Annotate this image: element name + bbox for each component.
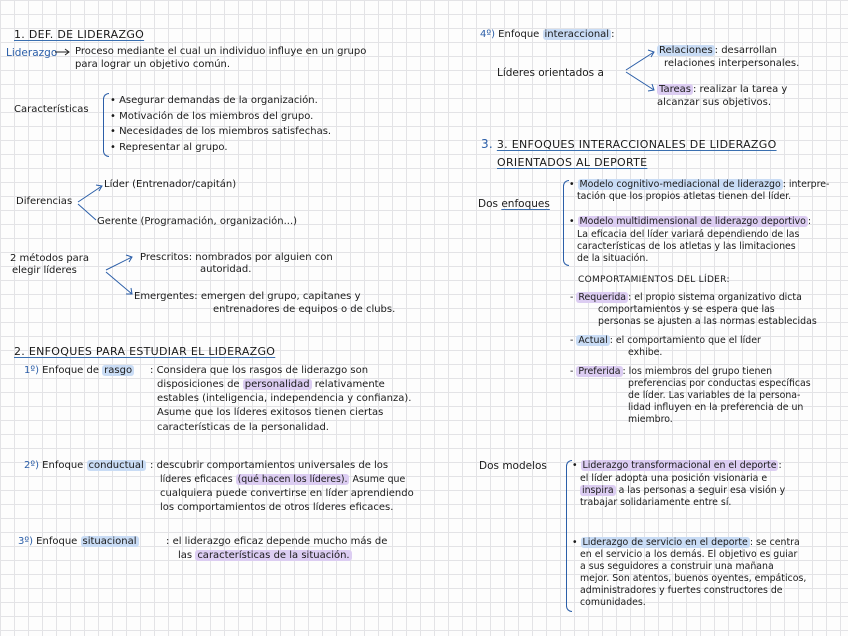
prescritos-line-1: Prescritos: nombrados por alguien con	[140, 252, 333, 263]
dos-enfoques-label	[478, 198, 550, 210]
conductual-highlight: (qué hacen los líderes).	[237, 474, 348, 485]
transformacional-line-1: • Liderazgo transformacional en el deporte :	[572, 460, 782, 471]
situacional-text: las	[178, 550, 193, 561]
transformacional-line-3	[580, 485, 785, 497]
dos-modelos-label: Dos modelos	[479, 460, 547, 472]
rasgo-line-1: : Considera que los rasgos de liderazgo son	[150, 365, 369, 376]
brace-caracteristicas	[103, 93, 109, 157]
conductual-text: Asume que	[352, 474, 406, 485]
rasgo-line-4: Asume que los líderes exitosos tienen ciertas	[157, 407, 384, 418]
modelo-1-key: Modelo cognitivo-mediacional de liderazgo	[579, 179, 781, 190]
enfoque-key: rasgo	[104, 365, 133, 376]
preferida-line-4: lidad influyen en la preferencia de un	[628, 402, 804, 413]
preferida-line-5: miembro.	[628, 414, 673, 425]
diferencia-lider: Líder (Entrenador/capitán)	[104, 179, 237, 190]
enfoque-key: situacional	[82, 536, 137, 547]
definition-line-1: Proceso mediante el cual un individuo influye en un grupo	[75, 46, 367, 57]
list-item: • Asegurar demandas de la organización.	[110, 93, 331, 109]
transformacional-line-2: el líder adopta una posición visionaria e	[580, 473, 768, 484]
diferencia-gerente: Gerente (Programación, organización...)	[97, 216, 298, 227]
diferencias-label: Diferencias	[16, 196, 73, 207]
comportamientos-title: COMPORTAMIENTOS DEL LÍDER:	[578, 275, 730, 285]
rasgo-text: relativamente	[314, 379, 385, 390]
split-arrows-icon	[624, 44, 660, 100]
conductual-text: líderes eficaces	[160, 474, 233, 485]
definition-line-2: para lograr un objetivo común.	[75, 59, 231, 70]
modelo-2-line-3: características de los atletas y las limitaciones	[577, 241, 796, 252]
list-item: • Motivación de los miembros del grupo.	[110, 109, 331, 125]
relaciones-key: Relaciones	[659, 45, 713, 56]
list-item: • Representar al grupo.	[110, 140, 331, 156]
emergentes-line-1: Emergentes: emergen del grupo, capitanes y	[134, 291, 361, 302]
list-item: • Necesidades de los miembros satisfechas.	[110, 124, 331, 140]
tareas-line-2: alcanzar sus objetivos.	[657, 97, 771, 108]
conductual-line-2	[160, 474, 405, 486]
tareas-text: : realizar la tarea y	[692, 84, 788, 95]
servicio-line-4: mejor. Son atentos, buenos oyentes, empáticos,	[580, 573, 807, 584]
requerida-line-3: personas se ajusten a las normas establecidas	[598, 316, 817, 327]
enfoque-key: interaccional	[544, 29, 610, 40]
servicio-line-3: a sus seguidores a construir una mañana	[580, 561, 774, 572]
modelo-2-line-1: • Modelo multidimensional de liderazgo deportivo :	[569, 216, 812, 227]
conductual-line-4: los comportamientos de otros líderes eficaces.	[160, 502, 394, 513]
caracteristicas-list	[110, 93, 331, 155]
enfoque-key: conductual	[88, 460, 144, 471]
lideres-orientados: Líderes orientados a	[497, 67, 604, 79]
metodos-label-2: elegir líderes	[12, 265, 77, 276]
servicio-line-6: comunidades.	[580, 597, 646, 608]
situacional-line-2	[178, 550, 352, 562]
actual-line-1: - Actual : el comportamiento que el líder	[570, 335, 761, 346]
section-2-title: 2. ENFOQUES PARA ESTUDIAR EL LIDERAZGO	[14, 345, 276, 358]
enfoque-conductual-heading	[24, 460, 146, 472]
tareas-key: Tareas	[659, 84, 691, 95]
dos-enfoques-key: enfoques	[501, 198, 550, 210]
servicio-key: Liderazgo de servicio en el deporte	[582, 537, 748, 548]
metodos-label-1: 2 métodos para	[10, 253, 90, 264]
enfoque-prefix: Enfoque de	[42, 365, 99, 376]
preferida-line-3: de líder. Las variables de la persona-	[628, 390, 801, 401]
inspira-highlight: inspira	[582, 485, 614, 496]
requerida-line-2: comportamientos y se espera que las	[598, 304, 775, 315]
modelo-1-text: : interpre-	[782, 179, 830, 190]
transformacional-key: Liderazgo transformacional en el deporte	[582, 460, 777, 471]
enfoque-interaccional-heading: 4º) Enfoque interaccional :	[480, 29, 615, 40]
requerida-key: Requerida	[578, 292, 627, 303]
rasgo-line-2	[157, 379, 385, 391]
enfoque-number: 2º)	[24, 460, 39, 471]
enfoque-prefix: Enfoque	[498, 29, 540, 40]
enfoque-number: 3º)	[18, 536, 33, 547]
enfoque-situacional-heading	[18, 536, 139, 548]
conductual-text: descubrir comportamientos universales de los	[156, 460, 389, 471]
relaciones-line-1	[657, 45, 777, 57]
section-3-title-text: 3. ENFOQUES INTERACCIONALES DE LIDERAZGO	[496, 138, 777, 151]
enfoque-number: 1º)	[24, 365, 39, 376]
enfoque-prefix: Enfoque	[42, 460, 84, 471]
dos-enfoques-pre: Dos	[478, 198, 498, 210]
conductual-line-1: : descubrir comportamientos universales de los	[150, 460, 389, 471]
enfoque-rasgo-heading	[24, 365, 134, 377]
section-3-title-1: 3. 3. ENFOQUES INTERACCIONALES DE LIDERAZGO	[481, 137, 777, 151]
rasgo-line-3: estables (inteligencia, independencia y confianza).	[157, 393, 412, 404]
actual-key: Actual	[578, 335, 608, 346]
actual-text: : el comportamiento que el líder	[609, 335, 761, 346]
section-1-title: 1. DEF. DE LIDERAZGO	[14, 28, 145, 41]
liderazgo-term: Liderazgo	[6, 47, 58, 59]
preferida-key: Preferida	[578, 366, 621, 377]
requerida-text: : el propio sistema organizativo dicta	[628, 292, 802, 303]
preferida-line-1: - Preferida : los miembros del grupo tienen	[570, 366, 773, 377]
servicio-line-5: administradores y fuertes constructores de	[580, 585, 783, 596]
caracteristicas-label: Características	[14, 104, 89, 115]
actual-line-2: exhibe.	[628, 347, 663, 358]
servicio-line-2: en el servicio a los demás. El objetivo es guiar	[580, 549, 798, 560]
situacion-highlight: características de la situación.	[197, 550, 350, 561]
section-3-title-2: ORIENTADOS AL DEPORTE	[497, 156, 648, 169]
situacional-line-1: : el liderazgo eficaz depende mucho más de	[166, 536, 388, 547]
requerida-line-1: - Requerida : el propio sistema organizativo dicta	[570, 292, 802, 303]
enfoque-prefix: Enfoque	[36, 536, 78, 547]
preferida-line-2: preferencias por conductas específicas	[628, 378, 811, 389]
emergentes-line-2: entrenadores de equipos o de clubs.	[213, 304, 396, 315]
relaciones-line-2: relaciones interpersonales.	[664, 58, 800, 69]
modelo-2-line-2: La eficacia del líder variará dependiendo de las	[577, 229, 800, 240]
modelo-2-key: Modelo multidimensional de liderazgo deportivo	[579, 216, 806, 227]
situacional-text: el liderazgo eficaz depende mucho más de	[172, 536, 388, 547]
prescritos-line-2: autoridad.	[200, 264, 252, 275]
rasgo-text: Considera que los rasgos de liderazgo son	[156, 365, 369, 376]
arrow-icon	[55, 47, 73, 57]
transformacional-text: a las personas a seguir esa visión y	[618, 485, 786, 496]
servicio-line-1: • Liderazgo de servicio en el deporte : se centra	[572, 537, 800, 548]
enfoque-number: 4º)	[480, 29, 495, 40]
rasgo-line-5: características de la personalidad.	[157, 422, 329, 433]
modelo-1-line-1: • Modelo cognitivo-mediacional de liderazgo : interpre-	[569, 179, 830, 190]
tareas-line-1	[657, 84, 787, 96]
conductual-line-3: cualquiera puede convertirse en líder aprendiendo	[160, 488, 414, 499]
preferida-text: : los miembros del grupo tienen	[622, 366, 773, 377]
modelo-2-line-4: de la situación.	[577, 253, 649, 264]
servicio-text: : se centra	[749, 537, 800, 548]
rasgo-text: disposiciones de	[157, 379, 240, 390]
modelo-1-line-2: tación que los propios atletas tienen del líder.	[577, 191, 792, 202]
relaciones-text: : desarrollan	[714, 45, 778, 56]
brace-modelos	[566, 460, 572, 612]
transformacional-line-4: trabajar solidariamente entre sí.	[580, 497, 732, 508]
personalidad-highlight: personalidad	[244, 379, 310, 390]
